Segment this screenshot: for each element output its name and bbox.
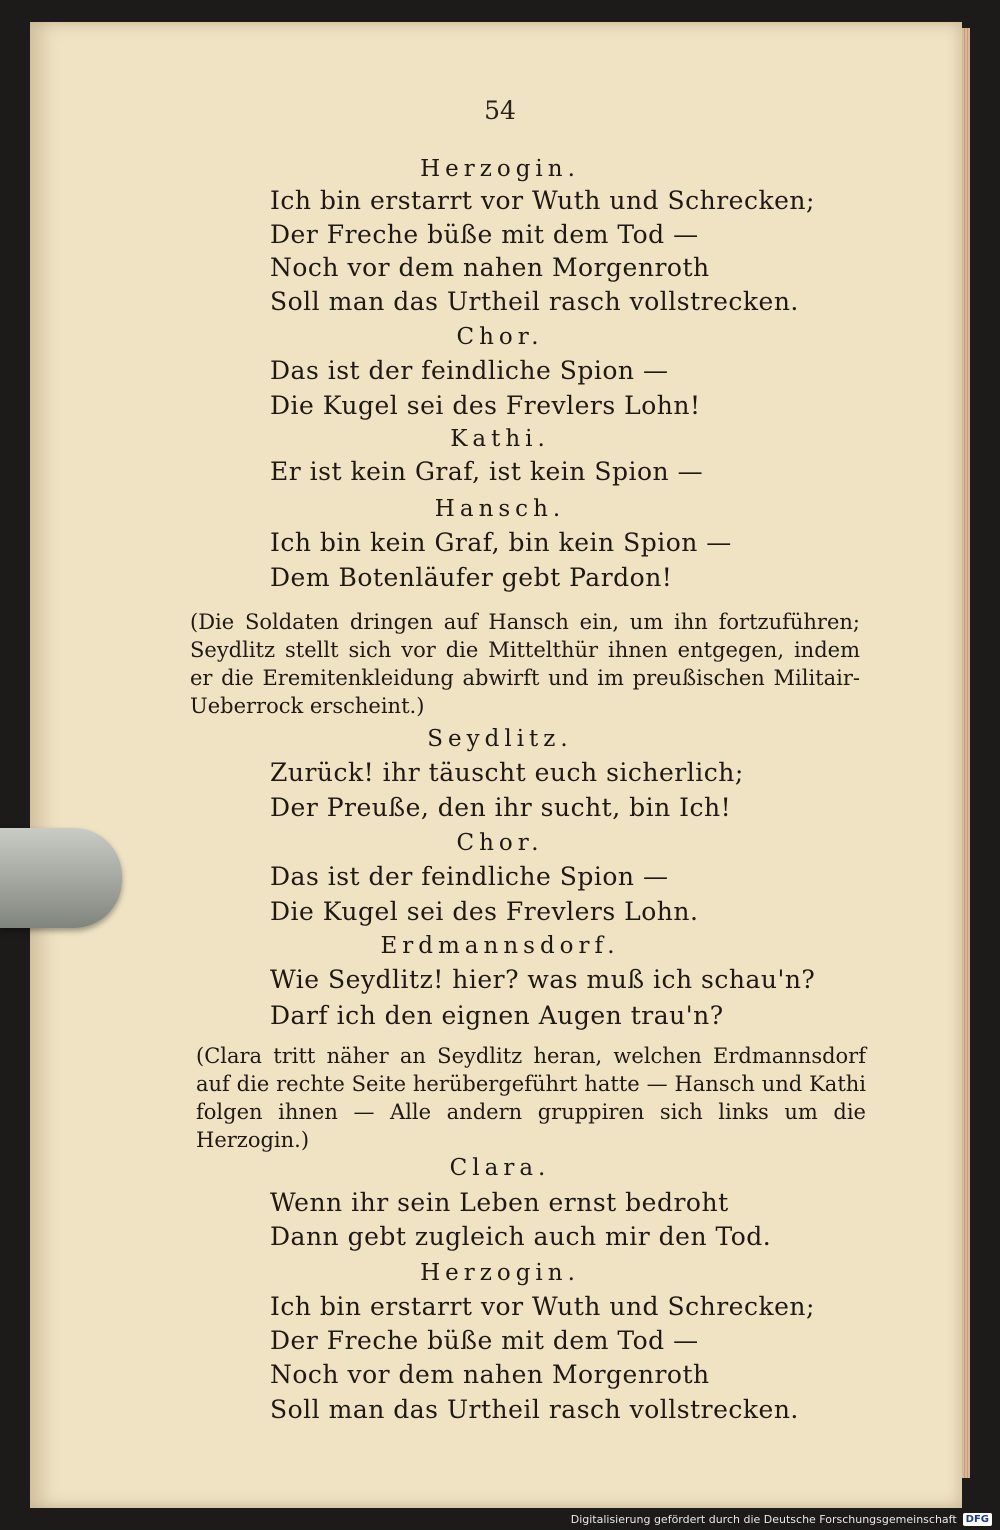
verse-line: Darf ich den eignen Augen trau'n? [270,1001,724,1030]
verse-line: Der Freche büße mit dem Tod — [270,220,699,249]
dfg-logo: DFG [963,1513,992,1526]
verse-line: Der Freche büße mit dem Tod — [270,1326,699,1355]
verse-line: Er ist kein Graf, ist kein Spion — [270,457,704,486]
verse-line: Dann gebt zugleich auch mir den Tod. [270,1222,772,1251]
speaker-kathi: Kathi. [450,426,550,452]
speaker-seydlitz: Seydlitz. [427,726,573,752]
stage-direction: (Clara tritt näher an Seydlitz heran, welchen Erdmannsdorf auf die rechte Seite herübergeführt hatte — Hansch und Kathi folgen ihnen — Alle andern gruppiren sich links um die Herzogin.) [196,1044,866,1152]
verse-line: Der Preuße, den ihr sucht, bin Ich! [270,793,732,822]
speaker-hansch: Hansch. [434,496,566,522]
verse-line: Ich bin erstarrt vor Wuth und Schrecken; [270,186,815,215]
speaker-erdmannsdorf: Erdmannsdorf. [380,933,620,959]
verse-line: Noch vor dem nahen Morgenroth [270,253,710,282]
verse-line: Noch vor dem nahen Morgenroth [270,1360,710,1389]
speaker-chor: Chor. [456,324,544,350]
speaker-herzogin: Herzogin. [420,1260,580,1286]
verse-line: Dem Botenläufer gebt Pardon! [270,563,673,592]
verse-line: Wenn ihr sein Leben ernst bedroht [270,1188,729,1217]
verse-line: Soll man das Urtheil rasch vollstrecken. [270,1395,799,1424]
verse-line: Das ist der feindliche Spion — [270,862,669,891]
verse-line: Das ist der feindliche Spion — [270,356,669,385]
footer-text: Digitalisierung gefördert durch die Deutsche Forschungsgemeinschaft [570,1512,957,1526]
speaker-herzogin: Herzogin. [420,156,580,182]
stage-direction: (Die Soldaten dringen auf Hansch ein, um ihn fortzuführen; Seydlitz stellt sich vor die Mittelthür ihnen entgegen, indem er die Eremitenkleidung abwirft und im preußischen Militair-Ueberrock erscheint.) [190,610,860,718]
verse-line: Ich bin kein Graf, bin kein Spion — [270,528,732,557]
verse-line: Die Kugel sei des Frevlers Lohn. [270,897,699,926]
verse-line: Wie Seydlitz! hier? was muß ich schau'n? [270,965,816,994]
digitization-footer [0,1508,1000,1530]
page-number: 54 [484,96,516,125]
verse-line: Soll man das Urtheil rasch vollstrecken. [270,287,799,316]
verse-line: Ich bin erstarrt vor Wuth und Schrecken; [270,1292,815,1321]
speaker-chor: Chor. [456,830,544,856]
verse-line: Die Kugel sei des Frevlers Lohn! [270,391,701,420]
verse-line: Zurück! ihr täuscht euch sicherlich; [270,758,744,787]
speaker-clara: Clara. [449,1155,551,1181]
